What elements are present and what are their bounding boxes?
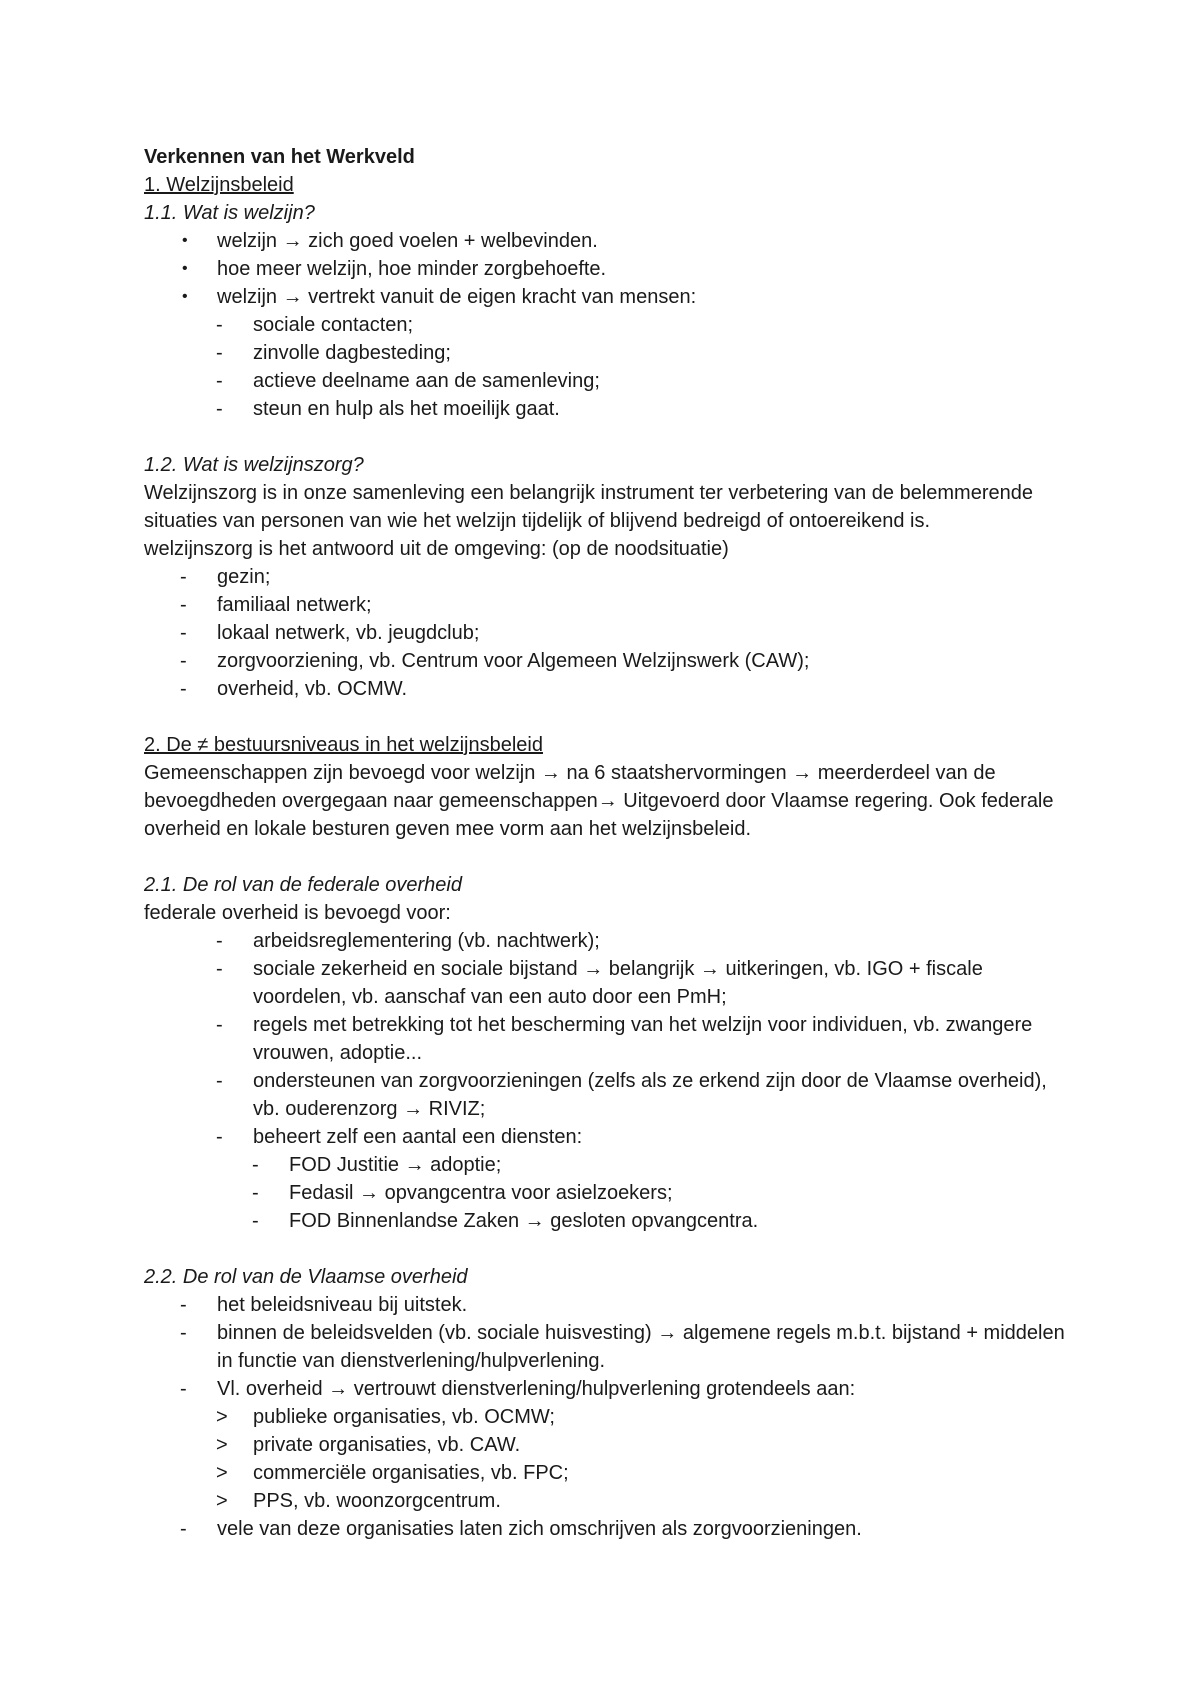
document-content (144, 143, 1074, 1543)
dash-marker: - (216, 370, 223, 392)
sub-list-text: Fedasil → opvangcentra voor asielzoekers; (289, 1182, 673, 1204)
bullet-item (144, 255, 1074, 283)
sub-list-item (144, 395, 1074, 423)
list-text: lokaal netwerk, vb. jeugdclub; (217, 622, 480, 644)
sub-list-item (144, 1151, 1074, 1179)
sub-list-item (144, 1459, 1074, 1487)
paragraph: Gemeenschappen zijn bevoegd voor welzijn → na 6 staatshervormingen → meerderdeel van de bevoegdheden overgegaan naar gemeenschappen→ Uitgevoerd door Vlaamse regering. Ook federale overheid en lokale besturen geven mee vorm aan het welzijnsbeleid. (144, 762, 1054, 840)
list-item (144, 927, 1074, 955)
list-text: regels met betrekking tot het bescherming van het welzijn voor individuen, vb. zwangere vrouwen, adoptie... (253, 1014, 1033, 1064)
dash-marker: - (180, 1378, 187, 1400)
sub-list-text: commerciële organisaties, vb. FPC; (253, 1462, 569, 1484)
dash-marker: - (252, 1210, 259, 1232)
sub-list-text: private organisaties, vb. CAW. (253, 1434, 521, 1456)
dash-marker: - (180, 1322, 187, 1344)
list-item (144, 675, 1074, 703)
list-text: Vl. overheid → vertrouwt dienstverlening/hulpverlening grotendeels aan: (217, 1378, 856, 1400)
dash-marker: - (180, 594, 187, 616)
bullet-item (144, 283, 1074, 311)
section-heading-2: 2. De ≠ bestuursniveaus in het welzijnsbeleid (144, 734, 543, 756)
dash-marker: - (252, 1154, 259, 1176)
list-item (144, 591, 1074, 619)
dash-marker: - (216, 930, 223, 952)
paragraph: welzijnszorg is het antwoord uit de omgeving: (op de noodsituatie) (144, 538, 729, 560)
arrow-marker: > (216, 1406, 228, 1428)
document-title: Verkennen van het Werkveld (144, 146, 415, 168)
list-item (144, 1123, 1074, 1151)
subsection-heading-1-2: 1.2. Wat is welzijnszorg? (144, 454, 364, 476)
dash-marker: - (180, 566, 187, 588)
dash-marker: - (216, 958, 223, 980)
list-text: beheert zelf een aantal een diensten: (253, 1126, 583, 1148)
sub-list-text: actieve deelname aan de samenleving; (253, 370, 600, 392)
list-item (144, 1515, 1074, 1543)
spacer (144, 843, 1074, 871)
list-item (144, 1291, 1074, 1319)
sub-list-item (144, 1403, 1074, 1431)
list-item (144, 1375, 1074, 1403)
arrow-marker: > (216, 1434, 228, 1456)
sub-list-item (144, 367, 1074, 395)
list-item (144, 1319, 1074, 1375)
dash-marker: - (216, 1070, 223, 1092)
sub-list-text: zinvolle dagbesteding; (253, 342, 451, 364)
bullet-text: hoe meer welzijn, hoe minder zorgbehoefte. (217, 258, 607, 280)
list-item (144, 619, 1074, 647)
subsection-heading-2-2: 2.2. De rol van de Vlaamse overheid (144, 1266, 468, 1288)
bullet-text: welzijn → vertrekt vanuit de eigen kracht van mensen: (217, 286, 697, 308)
list-text: overheid, vb. OCMW. (217, 678, 408, 700)
list-item (144, 955, 1074, 1011)
list-item (144, 563, 1074, 591)
spacer (144, 1235, 1074, 1263)
dash-marker: - (180, 1294, 187, 1316)
list-item (144, 1067, 1074, 1123)
sub-list-text: publieke organisaties, vb. OCMW; (253, 1406, 555, 1428)
bullet-text: welzijn → zich goed voelen + welbevinden. (217, 230, 598, 252)
bullet-item (144, 227, 1074, 255)
dash-marker: - (216, 314, 223, 336)
subsection-heading-2-1: 2.1. De rol van de federale overheid (144, 874, 462, 896)
list-text: gezin; (217, 566, 271, 588)
arrow-marker: > (216, 1490, 228, 1512)
sub-list-item (144, 1487, 1074, 1515)
list-text: sociale zekerheid en sociale bijstand → belangrijk → uitkeringen, vb. IGO + fiscale voordelen, vb. aanschaf van een auto door een PmH; (253, 958, 983, 1008)
sub-list-item (144, 311, 1074, 339)
dash-marker: - (180, 650, 187, 672)
list-text: binnen de beleidsvelden (vb. sociale huisvesting) → algemene regels m.b.t. bijstand + middelen in functie van dienstverlening/hulpverlening. (217, 1322, 1065, 1372)
sub-list-text: steun en hulp als het moeilijk gaat. (253, 398, 560, 420)
subsection-heading-1-1: 1.1. Wat is welzijn? (144, 202, 315, 224)
list-item (144, 1011, 1074, 1067)
arrow-marker: > (216, 1462, 228, 1484)
list-text: zorgvoorziening, vb. Centrum voor Algemeen Welzijnswerk (CAW); (217, 650, 810, 672)
bullet-marker: • (182, 260, 188, 277)
paragraph: Welzijnszorg is in onze samenleving een belangrijk instrument ter verbetering van de belemmerende situaties van personen van wie het welzijn tijdelijk of blijvend bedreigd of ontoereikend is. (144, 482, 1033, 532)
spacer (144, 423, 1074, 451)
sub-list-item (144, 1207, 1074, 1235)
sub-list-item (144, 339, 1074, 367)
sub-list-item (144, 1431, 1074, 1459)
list-text: arbeidsreglementering (vb. nachtwerk); (253, 930, 600, 952)
list-text: ondersteunen van zorgvoorzieningen (zelfs als ze erkend zijn door de Vlaamse overheid), vb. ouderenzorg → RIVIZ; (253, 1070, 1047, 1120)
sub-list-item (144, 1179, 1074, 1207)
bullet-marker: • (182, 232, 188, 249)
dash-marker: - (180, 1518, 187, 1540)
dash-marker: - (216, 398, 223, 420)
dash-marker: - (180, 622, 187, 644)
bullet-marker: • (182, 288, 188, 305)
sub-list-text: FOD Binnenlandse Zaken → gesloten opvangcentra. (289, 1210, 759, 1232)
sub-list-text: PPS, vb. woonzorgcentrum. (253, 1490, 501, 1512)
list-text: het beleidsniveau bij uitstek. (217, 1294, 468, 1316)
paragraph: federale overheid is bevoegd voor: (144, 902, 451, 924)
list-text: vele van deze organisaties laten zich omschrijven als zorgvoorzieningen. (217, 1518, 862, 1540)
dash-marker: - (216, 342, 223, 364)
sub-list-text: sociale contacten; (253, 314, 414, 336)
spacer (144, 703, 1074, 731)
dash-marker: - (216, 1126, 223, 1148)
dash-marker: - (216, 1014, 223, 1036)
dash-marker: - (180, 678, 187, 700)
list-item (144, 647, 1074, 675)
list-text: familiaal netwerk; (217, 594, 372, 616)
sub-list-text: FOD Justitie → adoptie; (289, 1154, 502, 1176)
section-heading-1: 1. Welzijnsbeleid (144, 174, 294, 196)
dash-marker: - (252, 1182, 259, 1204)
